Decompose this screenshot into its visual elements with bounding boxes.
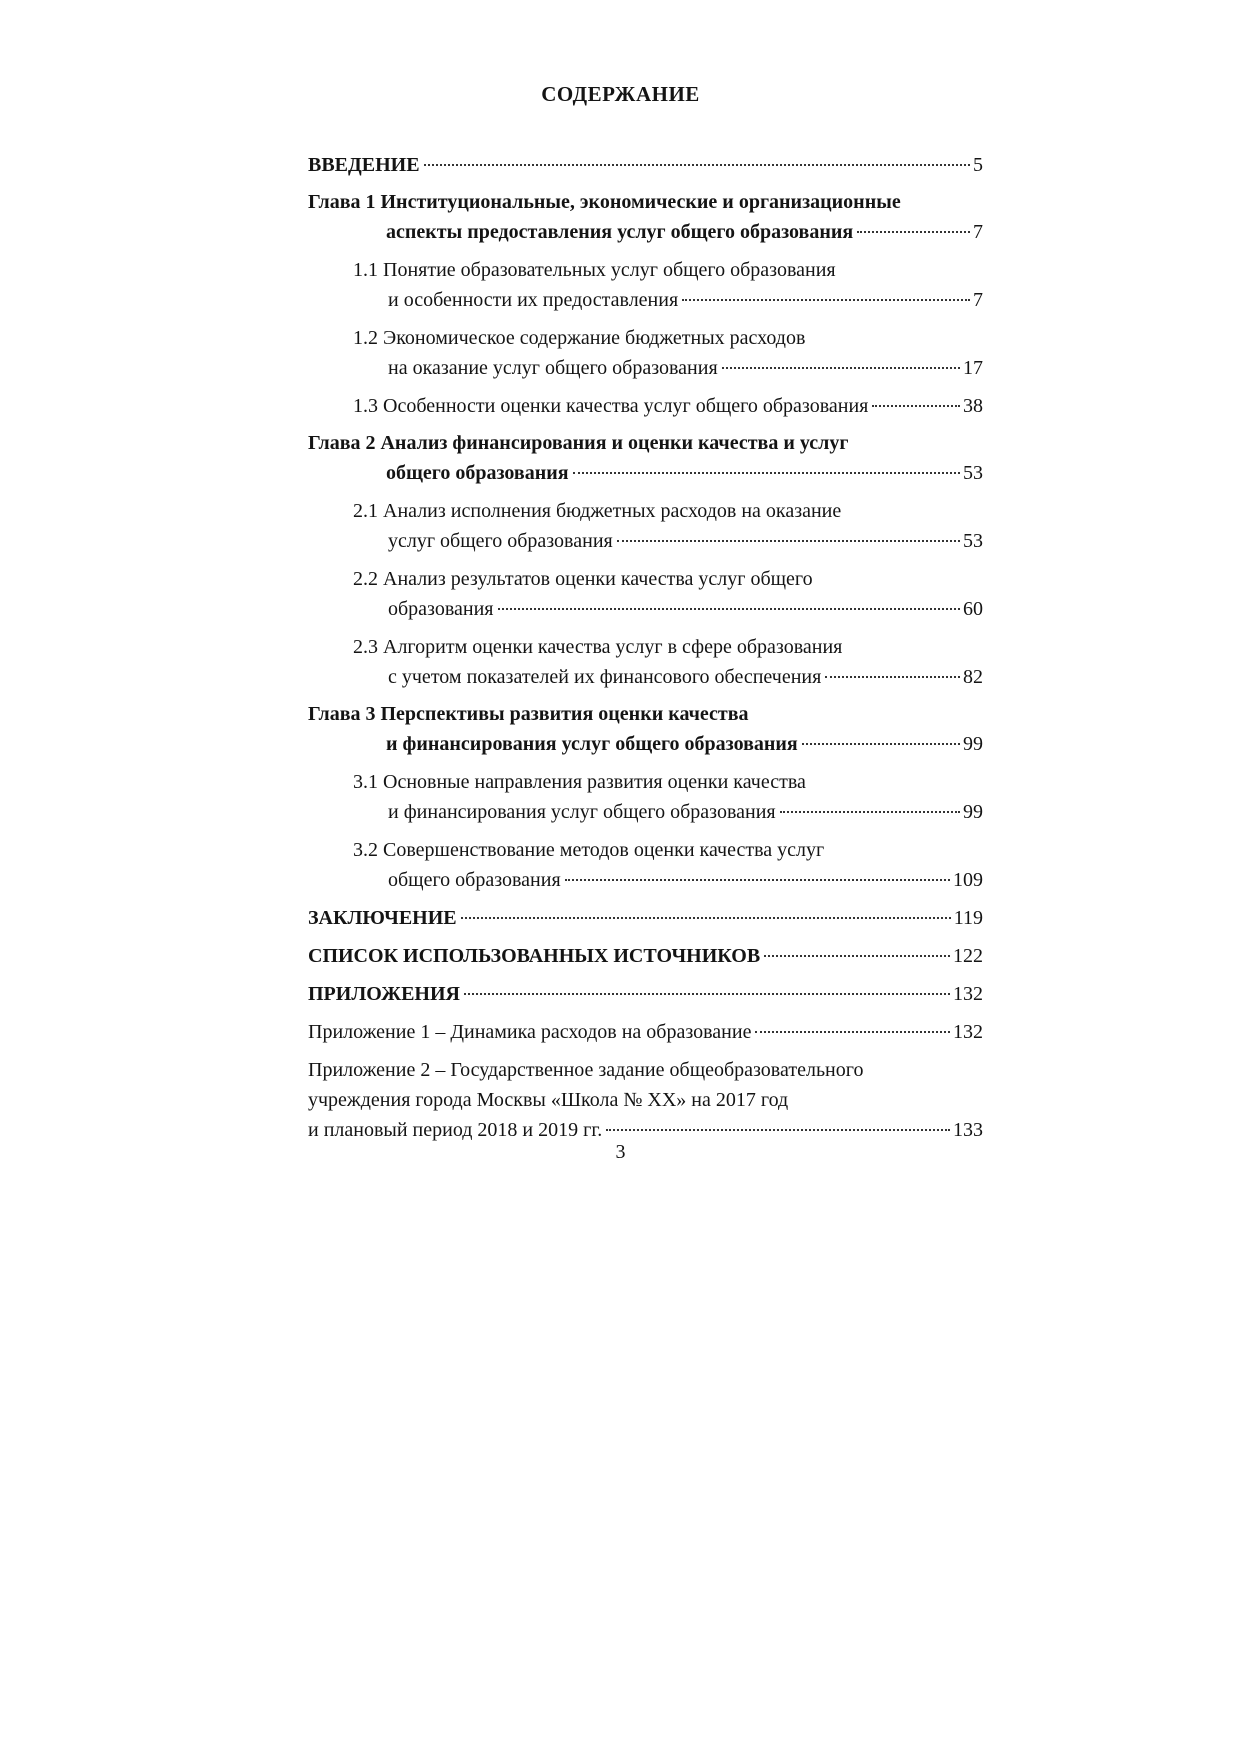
toc-introduction[interactable] bbox=[308, 150, 983, 180]
toc-page-number: 60 bbox=[963, 598, 983, 620]
dot-leader bbox=[565, 879, 950, 881]
toc-entry-title-continued: на оказание услуг общего образования bbox=[388, 357, 718, 379]
toc-entry-title-continued: образования bbox=[388, 598, 494, 620]
toc-entry-title: СПИСОК ИСПОЛЬЗОВАННЫХ ИСТОЧНИКОВ bbox=[308, 945, 761, 967]
toc-chapter-2[interactable] bbox=[308, 428, 983, 488]
dot-leader bbox=[825, 676, 960, 678]
dot-leader bbox=[464, 993, 950, 995]
toc-entry-title: ВВЕДЕНИЕ bbox=[308, 154, 420, 176]
toc-entry-title: Глава 2 Анализ финансирования и оценки качества и услуг bbox=[308, 432, 849, 454]
toc-references[interactable] bbox=[308, 941, 983, 971]
dot-leader bbox=[857, 231, 970, 233]
dot-leader bbox=[606, 1129, 950, 1131]
toc-page-number: 99 bbox=[963, 733, 983, 755]
toc-section-2-1[interactable] bbox=[308, 496, 983, 556]
toc-page-number: 132 bbox=[953, 1021, 983, 1043]
toc-entry-title-continued: аспекты предоставления услуг общего образования bbox=[386, 221, 854, 243]
toc-chapter-1[interactable] bbox=[308, 187, 983, 247]
dot-leader bbox=[872, 405, 960, 407]
toc-entry-title: 1.3 Особенности оценки качества услуг общего образования bbox=[353, 395, 869, 417]
toc-entry-title-continued: и финансирования услуг общего образования bbox=[388, 801, 776, 823]
dot-leader bbox=[764, 955, 950, 957]
dot-leader bbox=[682, 299, 970, 301]
toc-page-number: 132 bbox=[953, 983, 983, 1005]
page-number: 3 bbox=[615, 1141, 626, 1163]
toc-entry-title-continued: и финансирования услуг общего образования bbox=[386, 733, 798, 755]
toc-section-2-3[interactable] bbox=[308, 632, 983, 692]
toc-entry-title-continued: с учетом показателей их финансового обеспечения bbox=[388, 666, 822, 688]
toc-appendices[interactable] bbox=[308, 979, 983, 1009]
toc-entry-title: Приложение 2 – Государственное задание общеобразовательного bbox=[308, 1059, 864, 1081]
toc-entry-title-continued: и плановый период 2018 и 2019 гг. bbox=[308, 1119, 603, 1141]
toc-section-1-2[interactable] bbox=[308, 323, 983, 383]
toc-chapter-3[interactable] bbox=[308, 699, 983, 759]
toc-entry-title-continued: общего образования bbox=[388, 869, 561, 891]
toc-page-number: 7 bbox=[973, 221, 983, 243]
toc-page-number: 17 bbox=[963, 357, 983, 379]
toc-page-number: 53 bbox=[963, 530, 983, 552]
toc-appendix-2[interactable] bbox=[308, 1055, 983, 1145]
toc-page-number: 53 bbox=[963, 462, 983, 484]
toc-page-number: 82 bbox=[963, 666, 983, 688]
toc-entry-title-continued: учреждения города Москвы «Школа № ХХ» на 2017 год bbox=[308, 1089, 789, 1111]
toc-entry-title: ЗАКЛЮЧЕНИЕ bbox=[308, 907, 457, 929]
toc-section-3-2[interactable] bbox=[308, 835, 983, 895]
toc-entry-title: Глава 3 Перспективы развития оценки качества bbox=[308, 703, 749, 725]
toc-entry-title: Глава 1 Институциональные, экономические и организационные bbox=[308, 191, 901, 213]
dot-leader bbox=[780, 811, 960, 813]
dot-leader bbox=[617, 540, 960, 542]
toc-section-3-1[interactable] bbox=[308, 767, 983, 827]
dot-leader bbox=[722, 367, 960, 369]
toc-page-number: 119 bbox=[953, 907, 983, 929]
page-title: СОДЕРЖАНИЕ bbox=[541, 82, 700, 106]
toc-page-number: 99 bbox=[963, 801, 983, 823]
dot-leader bbox=[461, 917, 951, 919]
toc-entry-title: Приложение 1 – Динамика расходов на образование bbox=[308, 1021, 752, 1043]
toc-section-1-1[interactable] bbox=[308, 255, 983, 315]
dot-leader bbox=[755, 1031, 950, 1033]
toc-entry-title: 3.2 Совершенствование методов оценки качества услуг bbox=[353, 839, 825, 861]
toc-section-2-2[interactable] bbox=[308, 564, 983, 624]
dot-leader bbox=[573, 472, 960, 474]
toc-appendix-1[interactable] bbox=[308, 1017, 983, 1047]
toc-entry-title: 2.2 Анализ результатов оценки качества услуг общего bbox=[353, 568, 813, 590]
toc-page-number: 7 bbox=[973, 289, 983, 311]
toc-page-number: 133 bbox=[953, 1119, 983, 1141]
dot-leader bbox=[802, 743, 960, 745]
toc-entry-title: 2.1 Анализ исполнения бюджетных расходов на оказание bbox=[353, 500, 842, 522]
toc-entry-title: 1.1 Понятие образовательных услуг общего образования bbox=[353, 259, 836, 281]
toc-entry-title-continued: и особенности их предоставления bbox=[388, 289, 679, 311]
toc-conclusion[interactable] bbox=[308, 903, 983, 933]
toc-entry-title-continued: общего образования bbox=[386, 462, 569, 484]
toc-entry-title: ПРИЛОЖЕНИЯ bbox=[308, 983, 460, 1005]
toc-page-number: 5 bbox=[973, 154, 983, 176]
toc-entry-title: 2.3 Алгоритм оценки качества услуг в сфере образования bbox=[353, 636, 843, 658]
table-of-contents bbox=[308, 150, 983, 1145]
toc-entry-title: 1.2 Экономическое содержание бюджетных расходов bbox=[353, 327, 806, 349]
dot-leader bbox=[424, 164, 970, 166]
toc-entry-title-continued: услуг общего образования bbox=[388, 530, 613, 552]
toc-page-number: 38 bbox=[963, 395, 983, 417]
dot-leader bbox=[498, 608, 961, 610]
toc-entry-title: 3.1 Основные направления развития оценки качества bbox=[353, 771, 806, 793]
toc-page-number: 109 bbox=[953, 869, 983, 891]
toc-page-number: 122 bbox=[953, 945, 983, 967]
toc-section-1-3[interactable] bbox=[308, 391, 983, 421]
